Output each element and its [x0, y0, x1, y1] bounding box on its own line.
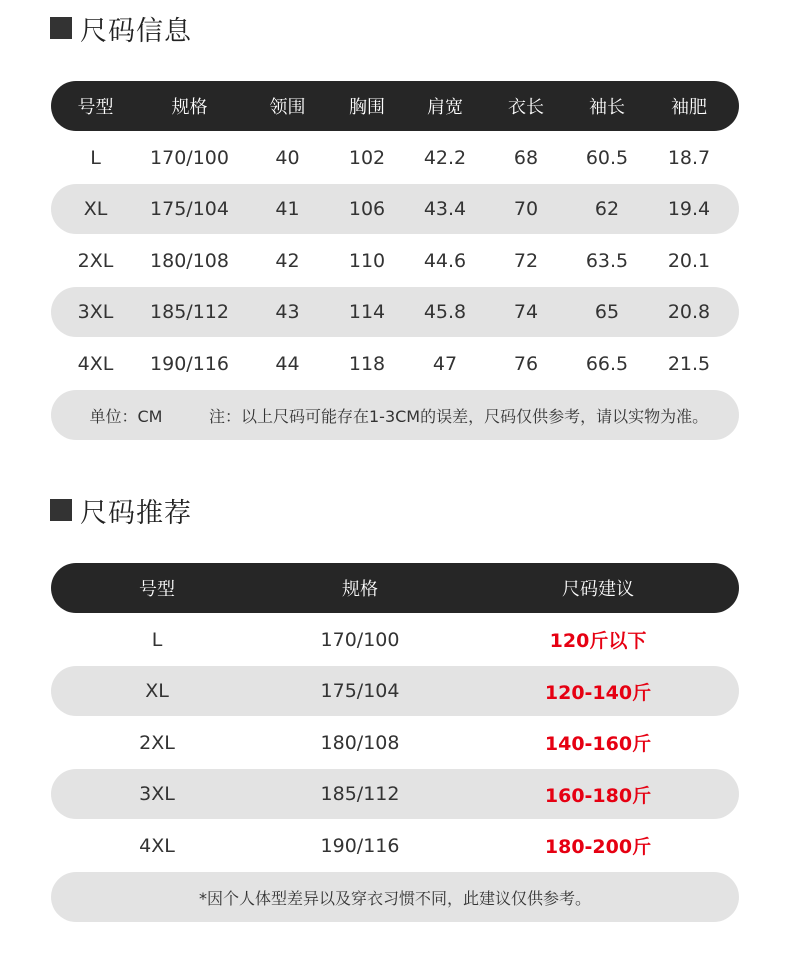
table-row — [51, 819, 739, 872]
square-bullet-icon — [50, 499, 72, 521]
cell-chest: 110 — [348, 249, 386, 272]
size-info-footnote — [51, 390, 739, 440]
square-bullet-icon — [50, 17, 72, 39]
size-info-table — [51, 81, 739, 440]
header-spec: 规格 — [171, 97, 208, 118]
cell-size: L — [90, 146, 101, 169]
cell-sleeve: 65 — [594, 301, 620, 323]
table-row — [51, 131, 739, 184]
cell-recommendation: 180-200斤 — [544, 836, 652, 858]
size-info-heading — [50, 8, 192, 48]
header-sleeve-width: 袖肥 — [671, 97, 707, 118]
header-recommendation: 尺码建议 — [562, 579, 634, 600]
cell-size: 4XL — [77, 352, 114, 375]
cell-shoulder: 43.4 — [423, 198, 467, 220]
header-size: 号型 — [77, 97, 114, 118]
cell-collar: 40 — [275, 146, 300, 169]
error-note: 注：以上尺码可能存在1-3CM的误差，尺码仅供参考，请以实物为准。 — [209, 406, 709, 426]
recommend-note: *因个人体型差异以及穿衣习惯不同，此建议仅供参考。 — [198, 888, 591, 908]
table-row — [51, 666, 739, 716]
size-recommend-header-row — [51, 563, 739, 613]
cell-size: 2XL — [77, 249, 114, 272]
cell-shoulder: 44.6 — [423, 249, 467, 272]
cell-recommendation: 160-180斤 — [544, 784, 652, 807]
cell-recommendation: 120-140斤 — [544, 681, 652, 704]
table-row — [51, 769, 739, 819]
cell-collar: 41 — [275, 198, 300, 220]
cell-chest: 102 — [348, 146, 386, 169]
cell-collar: 42 — [275, 249, 300, 272]
table-row — [51, 184, 739, 234]
cell-shoulder: 47 — [432, 352, 458, 375]
size-recommend-title: 尺码推荐 — [80, 497, 192, 529]
cell-sleeve-width: 19.4 — [667, 198, 711, 220]
header-collar: 领围 — [269, 97, 306, 118]
cell-spec: 190/116 — [320, 834, 400, 857]
table-row — [51, 716, 739, 769]
cell-sleeve-width: 20.8 — [667, 301, 711, 323]
table-row — [51, 337, 739, 390]
cell-shoulder: 42.2 — [423, 146, 467, 169]
size-recommend-table — [51, 563, 739, 922]
size-info-title: 尺码信息 — [80, 15, 192, 47]
cell-spec: 180/108 — [320, 731, 400, 754]
cell-size: 3XL — [139, 783, 175, 805]
cell-spec: 170/100 — [320, 628, 400, 651]
cell-collar: 43 — [275, 301, 300, 323]
cell-chest: 106 — [348, 198, 386, 220]
cell-chest: 118 — [348, 352, 386, 375]
cell-length: 74 — [513, 301, 539, 323]
table-row — [51, 287, 739, 337]
table-row — [51, 613, 739, 666]
cell-size: 4XL — [139, 834, 175, 857]
cell-recommendation: 120斤以下 — [549, 630, 647, 652]
size-recommend-footnote — [51, 872, 739, 922]
cell-sleeve-width: 18.7 — [667, 146, 711, 169]
header-chest: 胸围 — [349, 97, 385, 118]
cell-spec: 185/112 — [150, 301, 229, 323]
table-row — [51, 234, 739, 287]
cell-spec: 170/100 — [150, 146, 229, 169]
cell-length: 72 — [513, 249, 539, 272]
header-spec: 规格 — [342, 579, 378, 600]
header-length: 衣长 — [508, 97, 544, 118]
cell-shoulder: 45.8 — [423, 301, 467, 323]
cell-size: L — [151, 628, 163, 651]
cell-sleeve: 62 — [594, 198, 620, 220]
unit-label: 单位：CM — [89, 406, 163, 426]
cell-sleeve-width: 21.5 — [667, 352, 711, 375]
cell-sleeve: 60.5 — [585, 146, 629, 169]
cell-sleeve: 66.5 — [585, 352, 629, 375]
cell-collar: 44 — [275, 352, 300, 375]
header-size: 号型 — [139, 579, 175, 600]
cell-chest: 114 — [348, 301, 386, 323]
size-recommend-heading — [50, 490, 192, 530]
cell-recommendation: 140-160斤 — [544, 733, 652, 755]
cell-spec: 185/112 — [320, 783, 400, 805]
cell-size: 3XL — [77, 301, 114, 323]
cell-size: XL — [145, 680, 169, 702]
cell-length: 68 — [513, 146, 539, 169]
cell-spec: 175/104 — [320, 680, 400, 702]
cell-spec: 175/104 — [150, 198, 229, 220]
cell-sleeve: 63.5 — [585, 249, 629, 272]
cell-spec: 180/108 — [150, 249, 229, 272]
cell-sleeve-width: 20.1 — [667, 249, 711, 272]
cell-size: XL — [83, 198, 108, 220]
header-shoulder: 肩宽 — [427, 97, 463, 118]
cell-spec: 190/116 — [150, 352, 229, 375]
header-sleeve: 袖长 — [589, 97, 625, 118]
cell-length: 70 — [513, 198, 539, 220]
cell-length: 76 — [513, 352, 539, 375]
cell-size: 2XL — [139, 731, 175, 754]
size-info-header-row — [51, 81, 739, 131]
